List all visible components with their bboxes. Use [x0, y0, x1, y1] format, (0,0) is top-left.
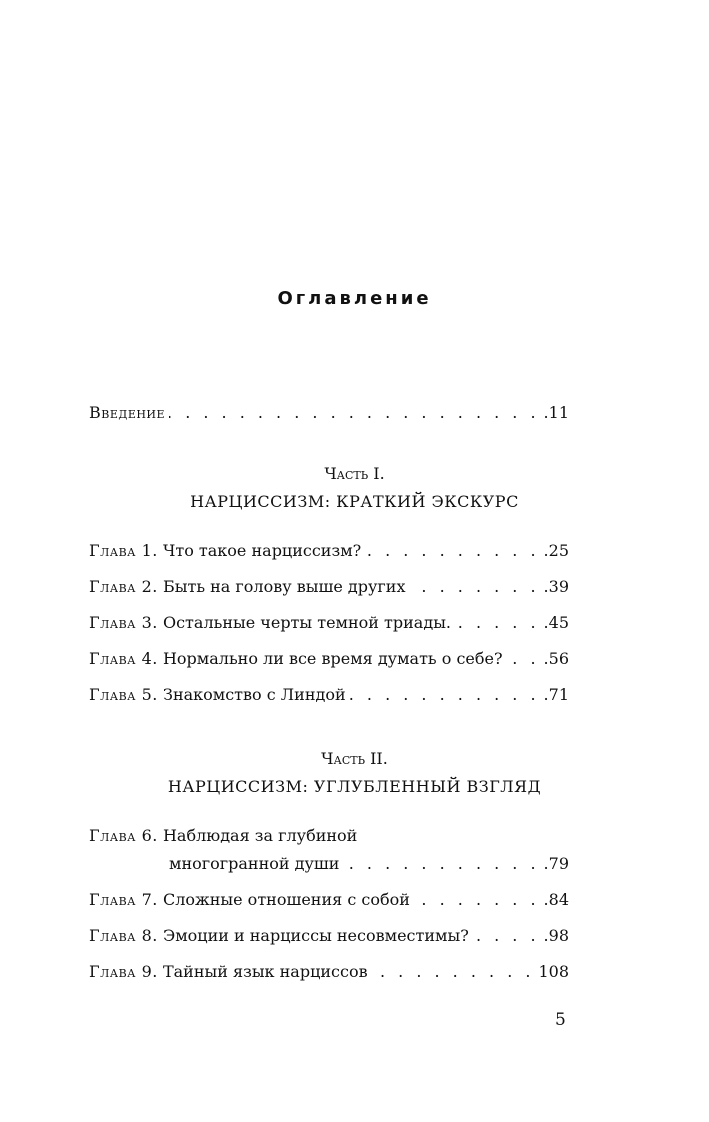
toc-entry-chapter-3[interactable]	[89, 611, 569, 647]
chapter-page: .71	[543, 685, 569, 704]
dot-leader	[169, 401, 539, 425]
chapter-page: .79	[543, 854, 569, 873]
chapter-page: .45	[543, 613, 569, 632]
chapter-page: .56	[543, 649, 569, 668]
toc-entry-chapter-7[interactable]	[89, 888, 569, 924]
dot-leader	[455, 611, 540, 635]
toc-entry-label: Введение	[89, 403, 166, 422]
chapter-title: Тайный язык нарциссов	[162, 962, 368, 981]
toc-entry-page: .11	[543, 403, 569, 422]
toc-entry-intro[interactable]	[89, 401, 569, 437]
chapter-title-continued: многогранной души	[169, 854, 340, 873]
dot-leader	[365, 539, 539, 563]
toc-entry-chapter-9[interactable]	[89, 960, 569, 996]
chapter-page: .25	[543, 541, 569, 560]
chapter-page: .84	[543, 890, 569, 909]
toc-entry-chapter-4[interactable]	[89, 647, 569, 683]
chapter-title: Знакомство с Линдой	[162, 685, 346, 704]
part-1-title: НАРЦИССИЗМ: КРАТКИЙ ЭКСКУРС	[190, 492, 519, 511]
chapter-title: Остальные черты темной триады.	[162, 613, 452, 632]
chapter-page: .98	[543, 926, 569, 945]
part-2-title: НАРЦИССИЗМ: УГЛУБЛЕННЫЙ ВЗГЛЯД	[167, 777, 542, 796]
chapter-number: Глава 6.	[89, 826, 158, 845]
toc-entry-chapter-2[interactable]	[89, 575, 569, 611]
toc-entry-chapter-5[interactable]	[89, 683, 569, 719]
chapter-title: Наблюдая за глубиной	[162, 826, 358, 845]
toc-intro	[89, 401, 569, 437]
chapter-number: Глава 1.	[89, 541, 158, 560]
chapter-number: Глава 7.	[89, 890, 158, 909]
chapter-number: Глава 2.	[89, 577, 158, 596]
dot-leader	[409, 575, 539, 599]
page-title: Оглавление	[277, 288, 432, 309]
toc-entry-chapter-8[interactable]	[89, 924, 569, 960]
dot-leader	[507, 647, 540, 671]
dot-leader	[414, 888, 540, 912]
chapter-title: Сложные отношения с собой	[162, 890, 410, 909]
part-2-chapters	[89, 824, 569, 996]
part-2-label: Часть II.	[321, 749, 388, 768]
chapter-page: .39	[543, 577, 569, 596]
page-number: 5	[555, 1010, 566, 1030]
dot-leader	[343, 852, 539, 876]
part-1-chapters	[89, 539, 569, 719]
chapter-number: Глава 9.	[89, 962, 158, 981]
chapter-title: Нормально ли все время думать о себе?	[162, 649, 503, 668]
chapter-title: Быть на голову выше других	[162, 577, 406, 596]
chapter-number: Глава 8.	[89, 926, 158, 945]
chapter-title: Эмоции и нарциссы несовместимы?	[162, 926, 469, 945]
chapter-title: Что такое нарциссизм?	[162, 541, 362, 560]
part-2-heading	[0, 747, 709, 799]
toc-entry-chapter-1[interactable]	[89, 539, 569, 575]
part-1-heading	[0, 462, 709, 514]
part-1-label: Часть I.	[324, 464, 385, 483]
chapter-number: Глава 3.	[89, 613, 158, 632]
chapter-page: 108	[538, 962, 569, 981]
chapter-number: Глава 4.	[89, 649, 158, 668]
dot-leader	[372, 960, 535, 984]
toc-entry-chapter-6[interactable]	[89, 824, 569, 888]
dot-leader	[350, 683, 540, 707]
chapter-number: Глава 5.	[89, 685, 158, 704]
dot-leader	[473, 924, 540, 948]
